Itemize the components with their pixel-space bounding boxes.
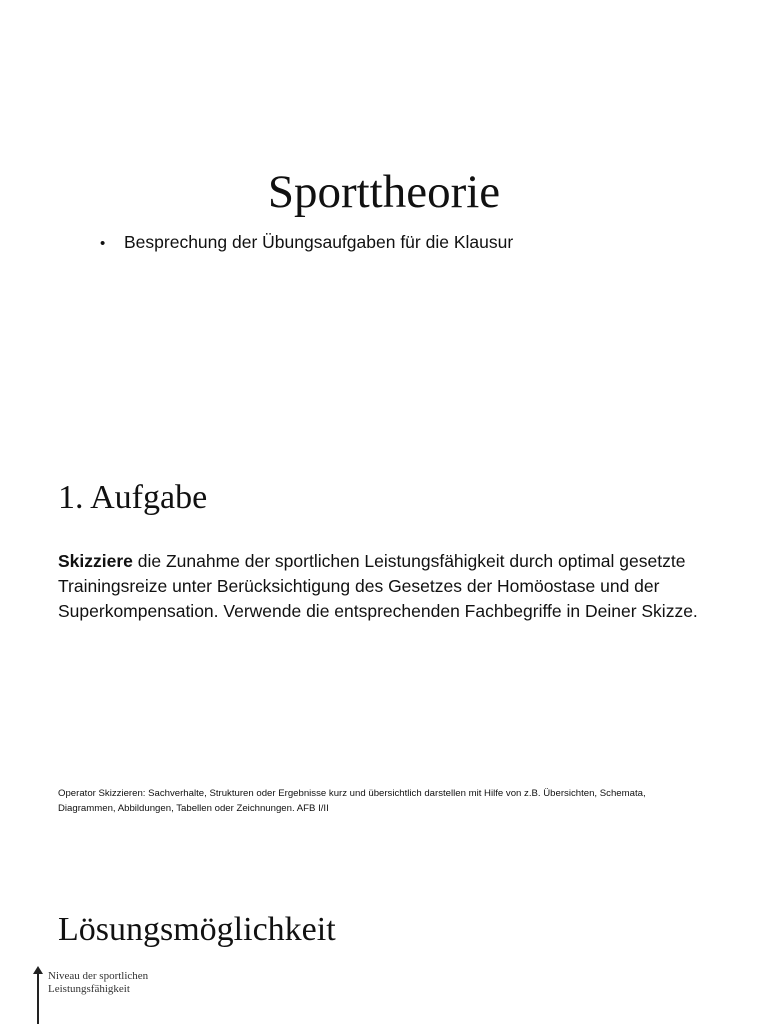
- operator-word: Skizziere: [58, 551, 133, 571]
- solution-heading: Lösungsmöglichkeit: [58, 911, 336, 948]
- y-axis-label-line1: Niveau der sportlichen: [48, 970, 149, 982]
- task-heading: 1. Aufgabe: [58, 479, 208, 516]
- solution-sketch: [30, 966, 330, 1024]
- slide-title: Sporttheorie: [267, 166, 501, 218]
- subtitle-text: Besprechung der Übungsaufgaben für die Klausur: [124, 232, 514, 252]
- task-description: [58, 549, 738, 624]
- y-axis-line: [37, 972, 39, 1024]
- y-axis-label: [48, 970, 148, 996]
- operator-note: Operator Skizzieren: Sachverhalte, Strukturen oder Ergebnisse kurz und übersichtlich darstellen mit Hilfe von z.B. Übersichten, Schemata, Diagrammen, Abbildungen, Tabellen oder Zeichnungen. AFB I/II: [58, 788, 646, 814]
- y-axis-label-line2: Leistungsfähigkeit: [48, 983, 130, 995]
- task-text: die Zunahme der sportlichen Leistungsfähigkeit durch optimal gesetzte Trainingsreize unter Berücksichtigung des Gesetzes der Homöostase und der Superkompensation. Verwende die entsprechenden Fachbegriffe in Deiner Skizze.: [58, 551, 698, 621]
- subtitle-bullet-item: [100, 230, 513, 256]
- bullet-icon: •: [100, 235, 106, 252]
